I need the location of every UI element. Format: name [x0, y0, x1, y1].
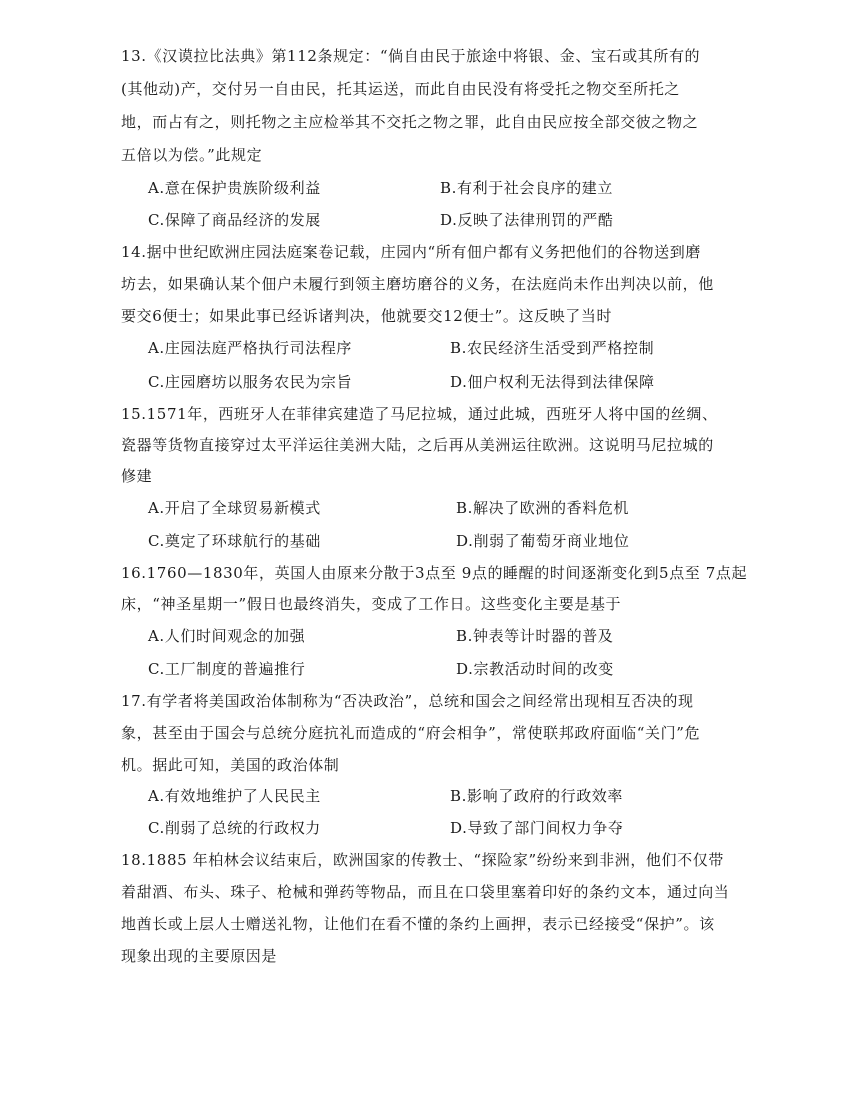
question-text-line: 地酋长或上层人士赠送礼物，让他们在看不懂的条约上画押，表示已经接受“保护”。该 — [121, 915, 715, 933]
question-text-line: 14.据中世纪欧洲庄园法庭案卷记载，庄园内“所有佃户都有义务把他们的谷物送到磨 — [121, 243, 701, 261]
question-text-line: 地，而占有之，则托物之主应检举其不交托之物之罪，此自由民应按全部交彼之物之 — [121, 113, 699, 131]
option-a[interactable]: A.有效地维护了人民民主 — [148, 787, 321, 805]
question-text-line: 16.1760—1830年，英国人由原来分散于3点至 9点的睡醒的时间逐渐变化到5点至 7点起 — [121, 564, 748, 582]
option-a[interactable]: A.人们时间观念的加强 — [148, 627, 306, 645]
option-a[interactable]: A.开启了全球贸易新模式 — [148, 499, 321, 517]
option-d[interactable]: D.反映了法律刑罚的严酷 — [440, 211, 614, 229]
question-text-line: 现象出现的主要原因是 — [121, 947, 278, 965]
option-c[interactable]: C.奠定了环球航行的基础 — [148, 532, 321, 550]
question-text-line: 18.1885 年柏林会议结束后，欧洲国家的传教士、“探险家”纷纷来到非洲，他们不仅带 — [121, 851, 724, 869]
question-text-line: 修建 — [121, 467, 153, 485]
option-b[interactable]: B.解决了欧洲的香料危机 — [456, 499, 629, 517]
option-c[interactable]: C.削弱了总统的行政权力 — [148, 819, 321, 837]
option-d[interactable]: D.导致了部门间权力争夺 — [450, 819, 624, 837]
option-a[interactable]: A.庄园法庭严格执行司法程序 — [148, 339, 353, 357]
question-text-line: 17.有学者将美国政治体制称为“否决政治”，总统和国会之间经常出现相互否决的现 — [121, 692, 694, 710]
question-text-line: 象，甚至由于国会与总统分庭抗礼而造成的“府会相争”，常使联邦政府面临“关门”危 — [121, 724, 701, 742]
option-c[interactable]: C.工厂制度的普遍推行 — [148, 660, 306, 678]
question-text-line: 要交6便士；如果此事已经诉诸判决，他就要交12便士”。这反映了当时 — [121, 307, 613, 325]
question-text-line: 着甜酒、布头、珠子、枪械和弹药等物品，而且在口袋里塞着印好的条约文本，通过向当 — [121, 883, 730, 901]
option-c[interactable]: C.保障了商品经济的发展 — [148, 211, 321, 229]
question-text-line: 机。据此可知，美国的政治体制 — [121, 756, 340, 774]
option-b[interactable]: B.影响了政府的行政效率 — [450, 787, 623, 805]
option-b[interactable]: B.钟表等计时器的普及 — [456, 627, 614, 645]
question-text-line: 13.《汉谟拉比法典》第112条规定：“倘自由民于旅途中将银、金、宝石或其所有的 — [121, 47, 701, 65]
question-text-line: 床，“神圣星期一”假日也最终消失，变成了工作日。这些变化主要是基于 — [121, 595, 622, 613]
option-c[interactable]: C.庄园磨坊以服务农民为宗旨 — [148, 373, 353, 391]
option-a[interactable]: A.意在保护贵族阶级利益 — [148, 179, 321, 197]
question-text-line: 坊去，如果确认某个佃户未履行到领主磨坊磨谷的义务，在法庭尚未作出判决以前，他 — [121, 275, 714, 293]
question-text-line: 瓷器等货物直接穿过太平洋运往美洲大陆，之后再从美洲运往欧洲。这说明马尼拉城的 — [121, 436, 714, 454]
question-text-line: 15.1571年，西班牙人在菲律宾建造了马尼拉城，通过此城，西班牙人将中国的丝绸、 — [121, 405, 718, 423]
option-d[interactable]: D.宗教活动时间的改变 — [456, 660, 614, 678]
option-d[interactable]: D.削弱了葡萄牙商业地位 — [456, 532, 630, 550]
option-b[interactable]: B.有利于社会良序的建立 — [440, 179, 613, 197]
option-d[interactable]: D.佃户权利无法得到法律保障 — [450, 373, 655, 391]
question-text-line: (其他动)产，交付另一自由民，托其运送，而此自由民没有将受托之物交至所托之 — [121, 80, 680, 98]
option-b[interactable]: B.农民经济生活受到严格控制 — [450, 339, 655, 357]
question-text-line: 五倍以为偿。”此规定 — [121, 146, 263, 164]
